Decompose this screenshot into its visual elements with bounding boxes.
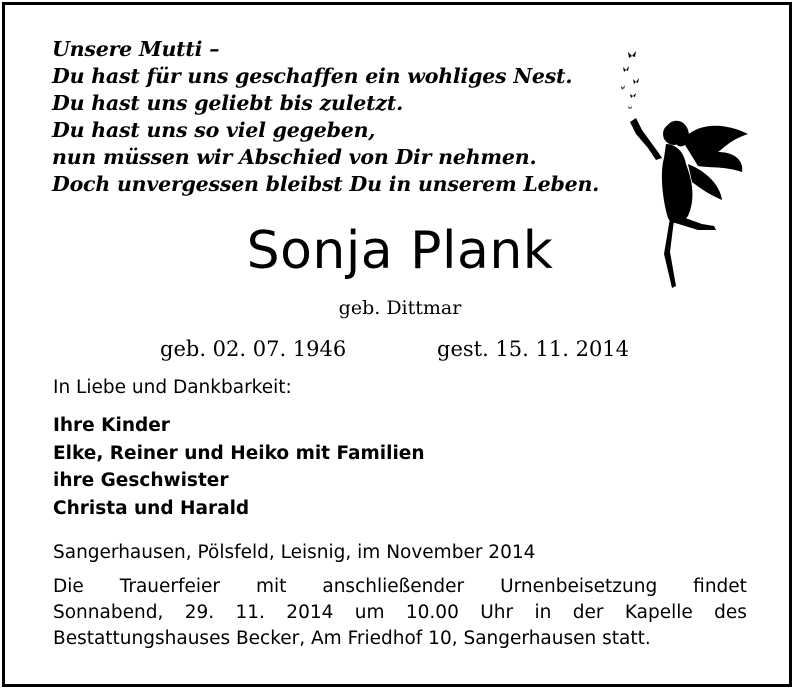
notice-word: der [572,602,604,623]
notice-word: mit [255,576,287,597]
funeral-notice [53,574,747,652]
notice-word: Kapelle [624,602,693,623]
notice-word: Die [53,576,84,597]
poem-line: Du hast für uns geschaffen ein wohliges Nest. [52,64,573,88]
deceased-name: Sonja Plank [246,221,554,281]
mourner-line: Ihre Kinder [53,415,170,436]
gratitude-line: In Liebe und Dankbarkeit: [53,377,292,398]
poem-line: Doch unvergessen bleibst Du in unserem Leben. [52,172,600,196]
notice-word: 2014 [286,602,334,623]
notice-word: Uhr [480,602,514,623]
poem-line: Du hast uns so viel gegeben, [52,118,376,142]
notice-word: anschließender [322,576,465,597]
notice-word: 11. [235,602,265,623]
notice-word: Trauerfeier [119,576,221,597]
mourners-list [53,412,425,522]
notice-word: 29. [184,602,215,623]
poem-line: Du hast uns geliebt bis zuletzt. [52,91,404,115]
birth-date: geb. 02. 07. 1946 [160,337,347,361]
notice-word: des [714,602,747,623]
notice-word: Sonnabend, [53,602,164,623]
maiden-name: geb. Dittmar [338,297,462,319]
poem-line: Unsere Mutti – [52,37,220,61]
notice-word: 10.00 [405,602,459,623]
notice-line [53,574,747,600]
notice-line-last: Bestattungshauses Becker, Am Friedhof 10, Sangerhausen statt. [53,628,651,649]
poem [52,36,599,198]
notice-word: Urnenbeisetzung [500,576,658,597]
poem-line: nun müssen wir Abschied von Dir nehmen. [52,145,537,169]
notice-word: findet [693,576,747,597]
death-date: gest. 15. 11. 2014 [437,337,630,361]
place-date: Sangerhausen, Pölsfeld, Leisnig, im November 2014 [53,542,536,563]
mourner-line: Elke, Reiner und Heiko mit Familien [53,442,425,464]
notice-word: um [354,602,385,623]
notice-line [53,600,747,626]
notice-word: in [534,602,552,623]
mourner-line: ihre Geschwister [53,470,229,491]
mourner-line: Christa und Harald [53,497,250,519]
